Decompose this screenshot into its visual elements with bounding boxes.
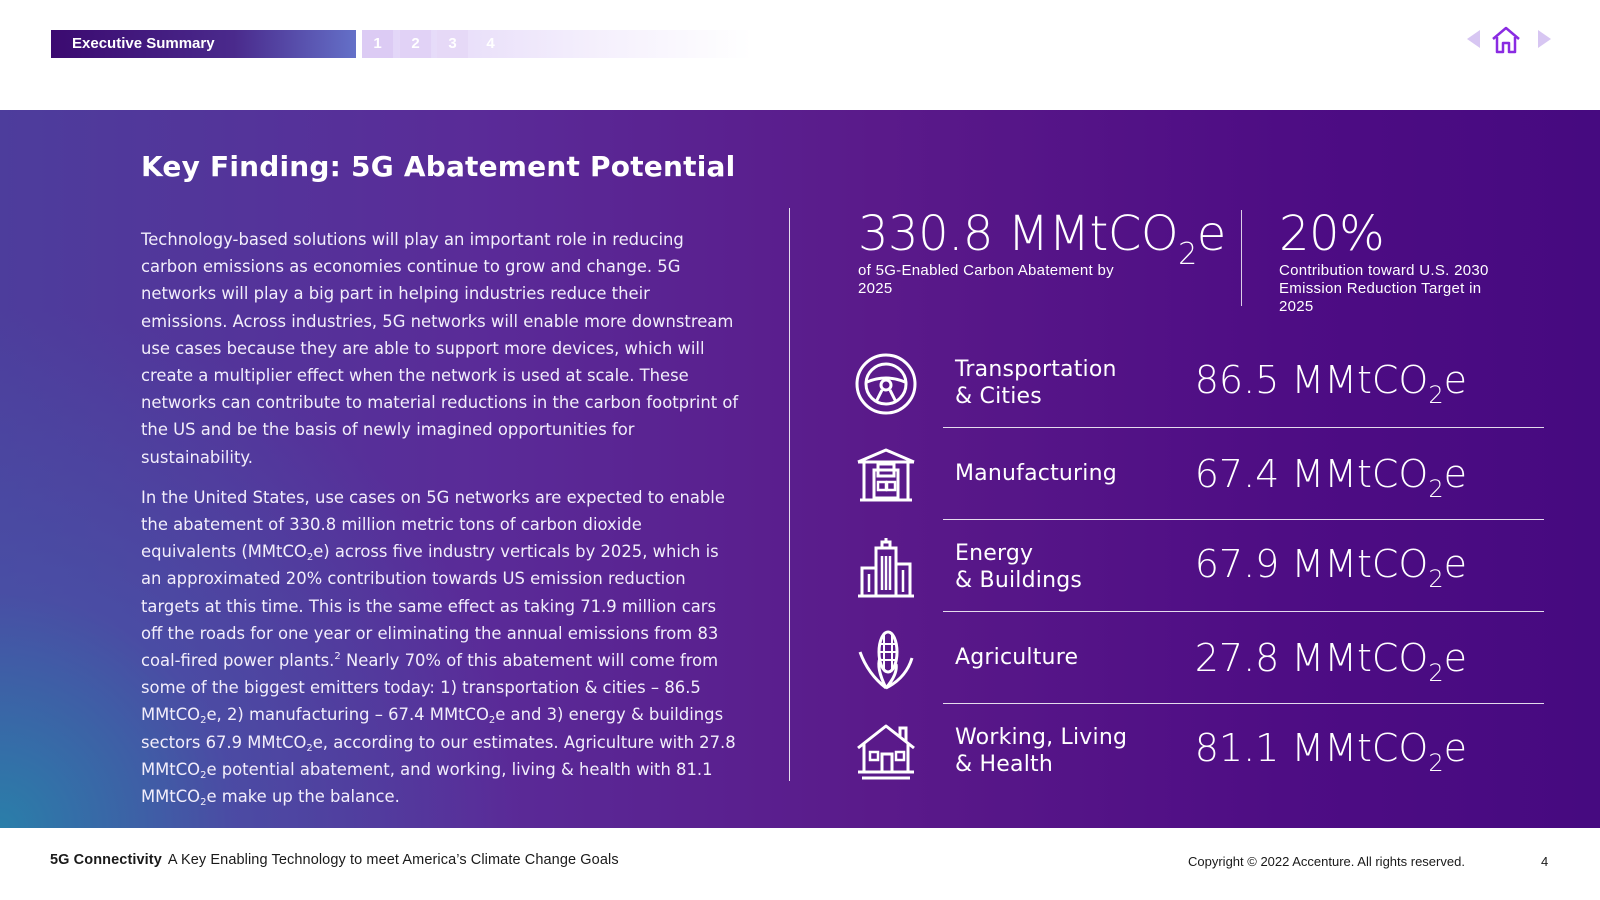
factory-icon bbox=[854, 444, 918, 508]
page-tab-4[interactable]: 4 bbox=[486, 35, 495, 52]
body-text bbox=[141, 226, 741, 823]
contribution-value: 20% bbox=[1279, 206, 1385, 262]
next-arrow-icon[interactable] bbox=[1538, 30, 1551, 48]
sector-row-manufacturing bbox=[850, 428, 1544, 520]
sector-value: 81.1 MMtCO$_2$e bbox=[1194, 726, 1467, 777]
sector-row-working-living-health bbox=[850, 704, 1544, 796]
sector-value: 86.5 MMtCO$_2$e bbox=[1194, 358, 1467, 409]
paragraph-2: In the United States, use cases on 5G networks are expected to enable the abatement of 330.8 million metric tons of carbon dioxide equivalents (MMtCO$_2$e) across five industry verticals by 2025, which is an approximated 20% contribution towards US emission reduction targets at this time. This is the same effect as taking 71.9 million cars off the roads for one year or eliminating the annual emissions from 83 coal-fired power plants.$^2$ Nearly 70% of this abatement will come from some of the biggest emitters today: 1) transportation & cities – 86.5 MMtCO$_2$e, 2) manufacturing – 67.4 MMtCO$_2$e and 3) energy & buildings sectors 67.9 MMtCO$_2$e, according to our estimates. Agriculture with 27.8 MMtCO$_2$e potential abatement, and working, living & health with 81.1 MMtCO$_2$e make up the balance. bbox=[141, 487, 736, 809]
sector-label: Transportation & Cities bbox=[955, 357, 1117, 409]
contribution-description: Contribution toward U.S. 2030 Emission Reduction Target in 2025 bbox=[1279, 262, 1489, 315]
top-navigation bbox=[0, 0, 1600, 110]
paragraph-1: Technology-based solutions will play an important role in reducing carbon emissions as economies continue to grow and change. 5G networks will play a big part in helping industries reduce their emissions. Across industries, 5G networks will enable more downstream use cases because they are able to support more devices, which will create a multiplier effect when the network is used at scale. These networks can contribute to material reductions in the carbon footprint of the US and be the basis of newly imagined opportunities for sustainability. bbox=[141, 230, 739, 467]
sector-value: 67.9 MMtCO$_2$e bbox=[1194, 542, 1467, 593]
sector-value: 67.4 MMtCO$_2$e bbox=[1194, 452, 1467, 503]
page-tab-3[interactable]: 3 bbox=[437, 30, 468, 58]
sector-label: Energy & Buildings bbox=[955, 541, 1083, 593]
previous-arrow-icon[interactable] bbox=[1467, 30, 1480, 48]
corn-icon bbox=[854, 628, 918, 692]
total-abatement-stat bbox=[858, 206, 1226, 298]
page-number: 4 bbox=[1541, 854, 1549, 869]
section-tab-executive-summary[interactable]: Executive Summary bbox=[51, 30, 356, 58]
sector-row-energy bbox=[850, 520, 1544, 612]
page-title: Key Finding: 5G Abatement Potential bbox=[141, 150, 736, 183]
steering-wheel-icon bbox=[854, 352, 918, 416]
sector-label: Working, Living & Health bbox=[955, 725, 1128, 777]
contribution-stat bbox=[1279, 206, 1499, 316]
sector-list bbox=[850, 336, 1544, 796]
sector-row-agriculture bbox=[850, 612, 1544, 704]
home-icon[interactable] bbox=[1490, 24, 1522, 56]
column-divider bbox=[789, 208, 790, 781]
document-title: 5G Connectivity A Key Enabling Technology to meet America’s Climate Change Goals bbox=[50, 852, 619, 868]
sector-label: Agriculture bbox=[955, 645, 1079, 670]
page-tab-2[interactable]: 2 bbox=[400, 30, 431, 58]
total-abatement-value: 330.8 MMtCO$_2$e bbox=[858, 206, 1226, 272]
house-icon bbox=[854, 720, 918, 784]
footnote-marker[interactable]: 2 bbox=[334, 651, 341, 663]
page-tabs bbox=[362, 30, 752, 58]
sector-label: Manufacturing bbox=[955, 461, 1117, 486]
slide-navigation bbox=[1464, 24, 1554, 56]
sector-row-transportation bbox=[850, 336, 1544, 428]
total-abatement-description: of 5G-Enabled Carbon Abatement by 2025 bbox=[858, 262, 1114, 297]
sector-value: 27.8 MMtCO$_2$e bbox=[1194, 636, 1467, 687]
building-icon bbox=[854, 536, 918, 600]
copyright-notice: Copyright © 2022 Accenture. All rights reserved. bbox=[1188, 854, 1465, 869]
content-panel bbox=[0, 110, 1600, 828]
page-tab-1[interactable]: 1 bbox=[362, 30, 393, 58]
page-footer bbox=[0, 828, 1600, 900]
stat-divider bbox=[1241, 210, 1242, 306]
